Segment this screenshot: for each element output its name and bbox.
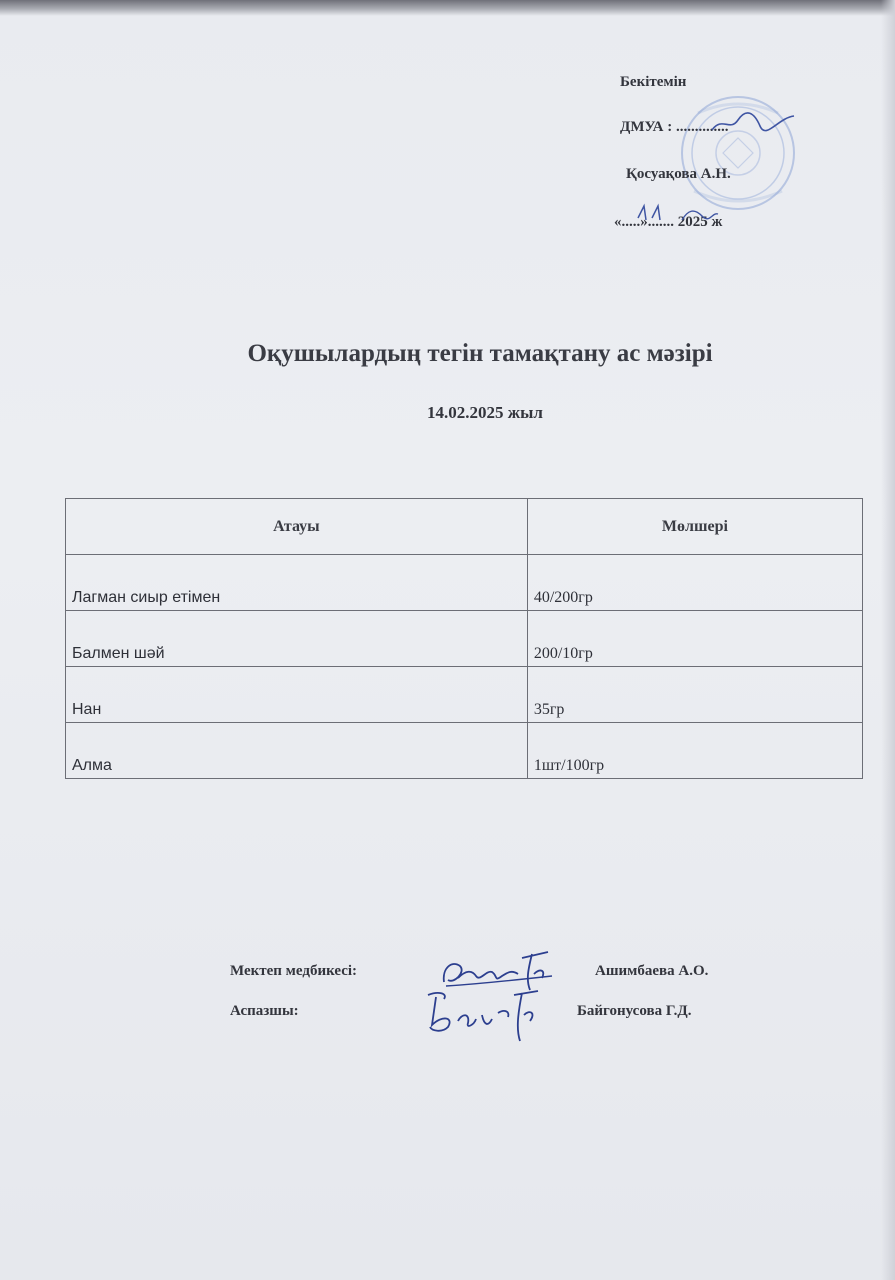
- table-header-row: [66, 499, 863, 555]
- nurse-name: Ашимбаева А.О.: [595, 963, 709, 979]
- approval-signature-icon: [708, 108, 798, 138]
- document-date: 14.02.2025 жыл: [427, 403, 543, 422]
- approval-role: ДМУА : ..............: [620, 119, 729, 135]
- page-title: Оқушылардың тегін тамақтану ас мәзірі: [247, 340, 713, 367]
- table-row: [66, 723, 863, 779]
- paper-right-edge: [881, 0, 895, 1280]
- menu-table: [65, 498, 863, 779]
- dish-quantity: 40/200гр: [527, 555, 862, 611]
- approval-date-handwriting-icon: [632, 200, 722, 226]
- cook-name: Байгонусова Г.Д.: [577, 1003, 692, 1019]
- table-row: [66, 667, 863, 723]
- approval-date: «.....»....... 2025 ж: [614, 214, 723, 230]
- dish-quantity: 200/10гр: [527, 611, 862, 667]
- nurse-label: Мектеп медбикесі:: [230, 963, 358, 979]
- dish-quantity: 1шт/100гр: [527, 723, 862, 779]
- dish-name: Нан: [66, 667, 528, 723]
- cook-label: Аспазшы:: [230, 1003, 299, 1019]
- approval-name: Қосуақова А.Н.: [626, 166, 731, 182]
- column-header-name: Атауы: [66, 499, 528, 555]
- column-header-quantity: Мөлшері: [527, 499, 862, 555]
- cook-signature-icon: [418, 985, 548, 1045]
- dish-name: Алма: [66, 723, 528, 779]
- dish-name: Лагман сиыр етімен: [66, 555, 528, 611]
- dish-quantity: 35гр: [527, 667, 862, 723]
- table-row: [66, 611, 863, 667]
- dish-name: Балмен шәй: [66, 611, 528, 667]
- approval-title: Бекітемін: [620, 74, 687, 90]
- table-row: [66, 555, 863, 611]
- paper-top-edge: [0, 0, 895, 16]
